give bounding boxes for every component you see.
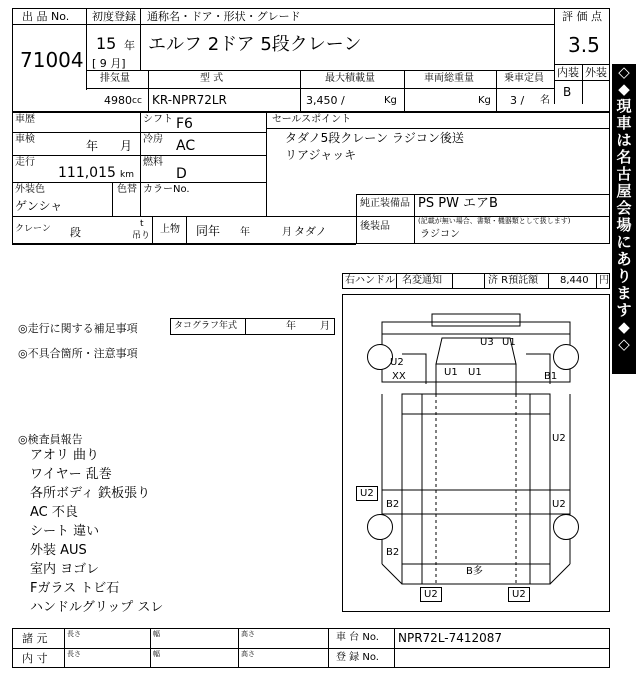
damage-tag: B2	[386, 547, 400, 558]
banner-char: 古	[616, 165, 632, 183]
first-reg-year: 15	[96, 34, 117, 53]
rear-left-wheel	[367, 514, 393, 540]
banner-char: 場	[616, 216, 632, 234]
truck-outline	[342, 294, 610, 612]
damage-tag: U1	[502, 337, 516, 348]
defects-title: ◎不具合箇所・注意事項	[18, 347, 138, 360]
driving-notes-title: ◎走行に関する補足事項	[18, 322, 138, 335]
inspector-item: 室内 ヨゴレ	[30, 562, 100, 577]
banner-char: り	[616, 267, 632, 285]
inspector-item: Fガラス トビ石	[30, 581, 120, 596]
inspector-item: ハンドルグリップ スレ	[30, 600, 164, 615]
banner-char: 車	[616, 114, 632, 132]
damage-tag: U2	[552, 499, 566, 510]
score-value: 3.5	[568, 33, 600, 57]
damage-tag: U2	[356, 486, 378, 501]
banner-char: ◆	[618, 318, 630, 336]
model-value: KR-NPR72LR	[152, 93, 227, 107]
banner-char: ◇	[618, 335, 630, 353]
color-value: ゲンシャ	[15, 199, 63, 213]
damage-tag: XX	[392, 371, 406, 382]
inspector-item: アオリ 曲り	[30, 448, 100, 463]
first-reg-label: 初度登録	[92, 10, 136, 23]
upper-value: 同年	[196, 224, 221, 238]
ac-value: AC	[176, 138, 196, 154]
inspector-item: AC 不良	[30, 505, 78, 520]
interior-grade: B	[563, 85, 572, 99]
inspector-title: ◎検査員報告	[18, 433, 83, 446]
sales-point-line1: タダノ5段クレーン ラジコン後送	[285, 131, 464, 145]
upper-maker: タダノ	[294, 225, 327, 238]
lot-label: 出 品 No.	[22, 10, 70, 23]
damage-tag: B多	[466, 566, 483, 577]
damage-tag: U2	[508, 587, 530, 602]
damage-tag: U2	[420, 587, 442, 602]
sales-point-line2: リアジャッキ	[285, 148, 357, 162]
banner-char: に	[616, 233, 632, 251]
banner-char: は	[616, 131, 632, 149]
location-banner	[612, 64, 636, 374]
rear-right-wheel	[553, 514, 579, 540]
inspector-item: ワイヤー 乱巻	[30, 467, 112, 482]
aftermarket-value: ラジコン	[420, 229, 460, 240]
capacity-value: 3 /	[510, 94, 525, 107]
fuel-value: D	[176, 166, 187, 182]
banner-char: 現	[616, 97, 632, 115]
interior-label: 内装	[557, 66, 579, 79]
inspector-item: 各所ボディ 鉄板張り	[30, 486, 151, 501]
exterior-label: 外装	[585, 66, 607, 79]
damage-tag: U3	[480, 337, 494, 348]
banner-char: 名	[616, 148, 632, 166]
displacement-value: 4980	[104, 94, 132, 107]
equipment-value: PS PW エアB	[418, 196, 498, 211]
front-right-wheel	[553, 344, 579, 370]
vehicle-name: エルフ 2ドア 5段クレーン	[148, 34, 362, 55]
banner-char: ◆	[618, 80, 630, 98]
damage-tag: U1	[468, 367, 482, 378]
damage-tag: U1	[444, 367, 458, 378]
mileage-value: 111,015	[58, 165, 116, 181]
banner-char: 屋	[616, 182, 632, 200]
inspector-item: シート 違い	[30, 524, 100, 539]
score-label: 評 価 点	[562, 10, 602, 23]
inspector-item: 外装 AUS	[30, 543, 87, 558]
banner-char: 会	[616, 199, 632, 217]
banner-char: ◇	[618, 63, 630, 81]
vehicle-name-label: 通称名・ドア・形状・グレード	[147, 10, 301, 23]
sales-points-label: セールスポイント	[272, 114, 352, 125]
damage-tag: U2	[390, 357, 404, 368]
damage-tag: U2	[552, 433, 566, 444]
first-reg-month: [ 9 月]	[92, 57, 126, 70]
damage-tag: B1	[544, 371, 558, 382]
lot-number: 71004	[20, 48, 84, 72]
banner-char: あ	[616, 250, 632, 268]
banner-char: す	[616, 301, 632, 319]
max-load-value: 3,450 /	[306, 94, 345, 107]
banner-char: ま	[616, 284, 632, 302]
shift-value: F6	[176, 116, 193, 132]
damage-tag: B2	[386, 499, 400, 510]
steering-side: 右ハンドル	[345, 275, 395, 286]
recycle-value: 8,440	[560, 275, 589, 286]
chassis-number: NPR72L-7412087	[398, 631, 503, 645]
